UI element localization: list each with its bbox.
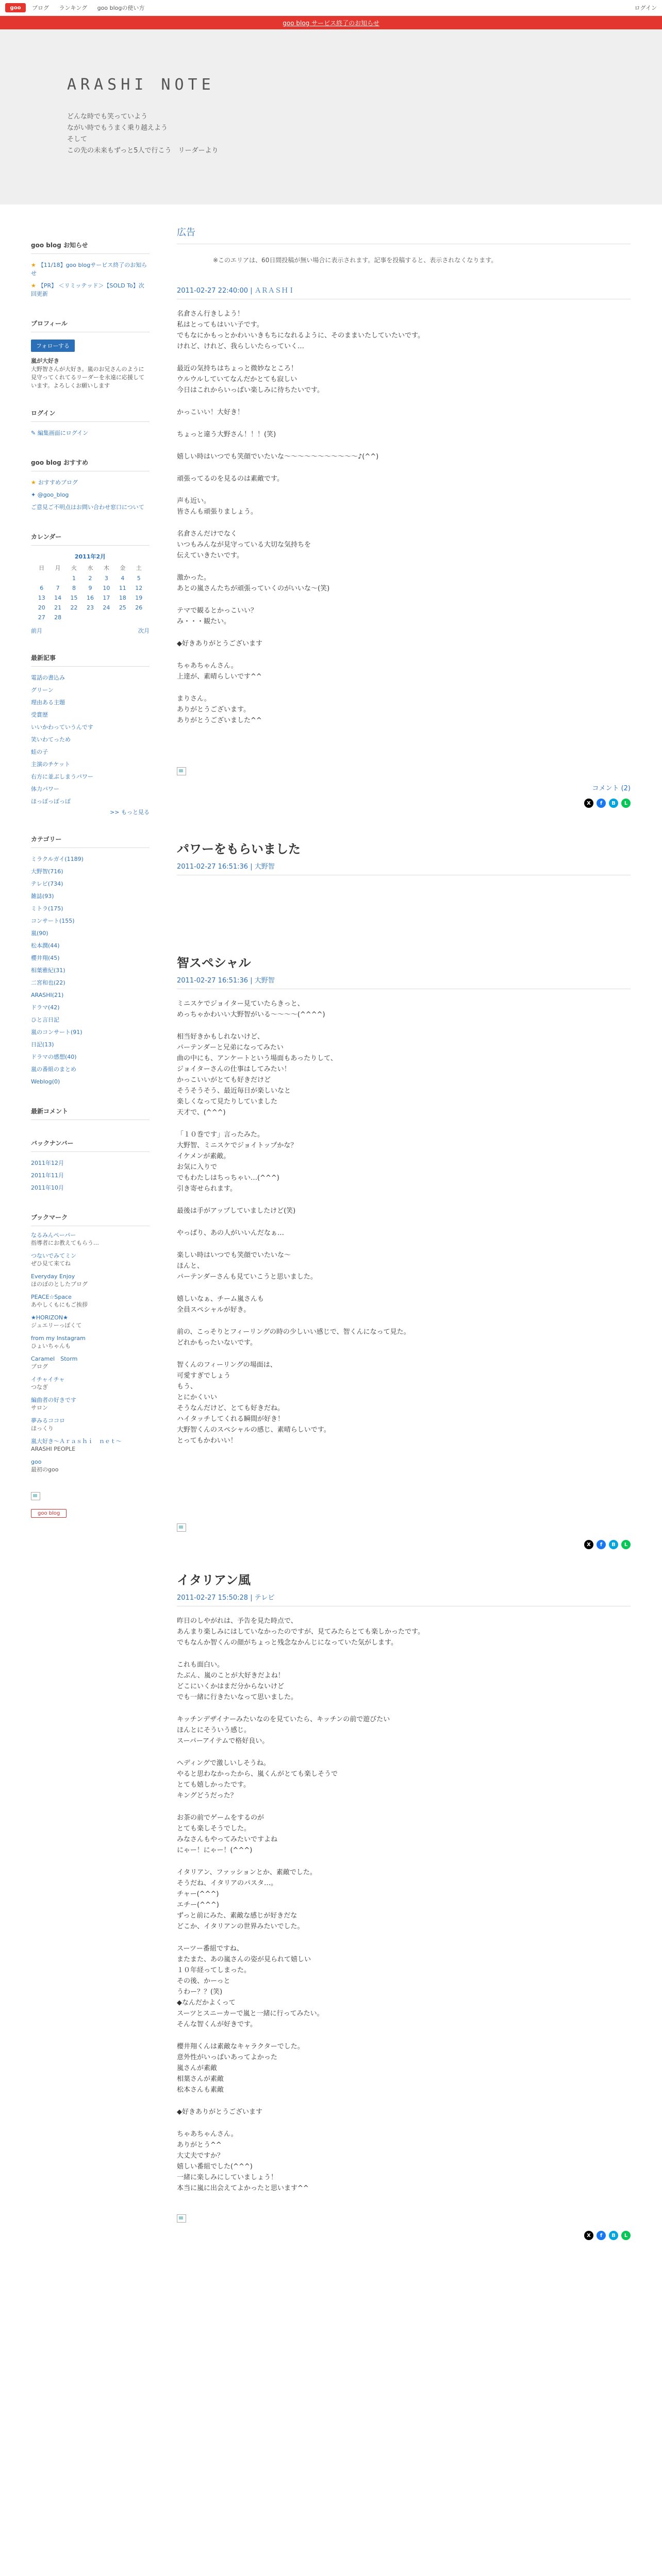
line-share-icon[interactable]: L: [621, 799, 631, 808]
post-title[interactable]: 智スペシャル: [177, 956, 251, 970]
bookmark-desc: ぜひ見て来てね: [31, 1260, 71, 1267]
calendar-day[interactable]: 5: [137, 575, 141, 582]
recent-post-link[interactable]: 蛙の子: [31, 749, 48, 755]
recent-more-link[interactable]: >> もっと見る: [110, 809, 150, 816]
category-link[interactable]: 櫻井翔(45): [31, 955, 60, 961]
calendar-day[interactable]: 6: [40, 585, 44, 591]
comments-title: 最新コメント: [31, 1107, 150, 1120]
calendar-next[interactable]: 次月: [138, 628, 150, 634]
bookmark-desc: ひょいちゃんも: [31, 1343, 71, 1349]
backnumber-link[interactable]: 2011年10月: [31, 1184, 64, 1191]
recent-post-link[interactable]: 体力パワー: [31, 786, 59, 792]
profile-title: プロフィール: [31, 319, 150, 332]
calendar-weekday: 金: [120, 565, 126, 571]
bookmark-desc: あやしくもにもご挨拶: [31, 1301, 88, 1308]
post-paragraph: ちゃあちゃんさん。 ありがとう^^ 大丈夫ですか？ 嬉しい番組でした(^^^) 一緒に楽しみにしていましょう！ 本当に嵐に出会えてよかったと思います^^: [177, 2130, 309, 2192]
description-line: この先の未来もずっと5人で行こう リーダーより: [67, 147, 219, 155]
post-paragraph: 激かった。 あとの嵐さんたちが頑張っていくのがいいな〜(笑): [177, 574, 330, 592]
ad-notice: ※このエリアは、60日間投稿が無い場合に表示されます。記事を投稿すると、表示されなくなります。: [213, 257, 498, 264]
bookmark-item: [31, 1273, 150, 1288]
calendar-day[interactable]: 16: [86, 595, 94, 601]
sidebar-footer: [31, 1492, 150, 1518]
calendar-day[interactable]: 25: [119, 604, 126, 611]
bookmark-link[interactable]: なるみんぺーパー: [31, 1232, 76, 1239]
calendar-day[interactable]: 9: [88, 585, 92, 591]
post-paragraph: 「１０巻です」言ったみた。 大野智、ミニスケでジョイトップかな？ イケメンが素敵。 お気に入りで でもわたしはちっちゃい…(^^^) 引き寄せられます。: [177, 1131, 297, 1193]
bird-icon: ✦: [31, 492, 38, 498]
calendar-day[interactable]: 8: [72, 585, 76, 591]
post-paragraph: へディングで激しいしそうね。 やると思わなかったから、嵐くんがとても楽しそうで とても嬉しかったです。 キングどうだった？: [177, 1759, 338, 1800]
login-title: ログイン: [31, 409, 150, 422]
notice-section: [31, 241, 150, 300]
post-paragraph: イタリアン、ファッションとか、素敵でした。 そうだね、イタリアのパスタ…。 チャー(^^^) エチー(^^^) ずっと前にみた、素敵な感じが好きだな どこか、イタリアンの世界みたいでした。: [177, 1869, 317, 1930]
bookmark-desc: ほのぼのとしたブログ: [31, 1281, 88, 1287]
calendar-day[interactable]: 3: [104, 575, 108, 582]
description-line: どんな時でも笑っていよう: [67, 113, 148, 121]
nav-howto[interactable]: goo blogの使い方: [97, 5, 145, 11]
blog-title[interactable]: ARASHI NOTE: [67, 76, 215, 94]
category-link[interactable]: 嵐のコンサート(91): [31, 1029, 82, 1036]
post-paragraph: 名倉さんだけでなく いつもみんなが見守っている大切な気持ちを 伝えていきたいです。: [177, 530, 311, 560]
category-section: [31, 835, 150, 1088]
calendar-table: [34, 551, 147, 622]
post-paragraph: 相当好きかもしれないけど、 パーテンダーと兄弟になってみたい 曲の中にも、アンケートという場面もあったりして、 ジョイターさんの仕事はしてみたい！ かっこいいがとても好きだけど そうそうそう、最近毎日が楽しいなと 楽しくなって見たりしていました 天才で、(^^^): [177, 1033, 337, 1116]
login-edit-link[interactable]: ✎ 編集画面にログイン: [31, 430, 89, 436]
calendar-weekday: 日: [39, 565, 45, 571]
bookmark-link[interactable]: 夢みるココロ: [31, 1417, 65, 1424]
comments-section: [31, 1107, 150, 1120]
calendar-day[interactable]: 23: [86, 604, 94, 611]
calendar-day[interactable]: 20: [38, 604, 45, 611]
bookmark-item: [31, 1293, 150, 1309]
ad-label: 広告: [177, 225, 631, 244]
blog-header: [0, 29, 662, 205]
profile-text: 大野智さんが大好き。嵐のお兄さんのように見守ってくれてるリーダーを永遠に応援しています。よろしくお願いします: [31, 366, 144, 389]
bookmark-link[interactable]: 編曲者の好きです: [31, 1397, 76, 1403]
bookmark-link[interactable]: ★HORIZON★: [31, 1314, 68, 1321]
category-link[interactable]: テレビ(734): [31, 880, 63, 887]
backnumber-section: [31, 1139, 150, 1194]
post-paragraph: ちょっと違う大野さん！！！(笑): [177, 431, 276, 438]
calendar-day: [114, 613, 130, 622]
recommend-item[interactable]: ★ おすすめブログ: [31, 479, 78, 486]
category-link[interactable]: 松本潤(44): [31, 942, 60, 949]
calendar-day[interactable]: 17: [103, 595, 110, 601]
x-share-icon[interactable]: X: [584, 2231, 593, 2240]
post-paragraph: ◆好きありがとうございます: [177, 2108, 262, 2116]
nav-blog[interactable]: ブログ: [32, 5, 49, 11]
recent-title: 最新記事: [31, 653, 150, 667]
pencil-icon: ✎: [31, 430, 38, 436]
post-meta[interactable]: 2011-02-27 16:51:36 | 大野智: [177, 975, 631, 989]
category-link[interactable]: Weblog(0): [31, 1078, 60, 1085]
recent-post-link[interactable]: 笑いわてっため: [31, 736, 71, 743]
category-link[interactable]: 二宮和也(22): [31, 979, 65, 986]
calendar-month[interactable]: 2011年2月: [74, 553, 106, 560]
category-link[interactable]: ドラマの感想(40): [31, 1054, 77, 1060]
bookmark-link[interactable]: from my Instagram: [31, 1335, 86, 1342]
recent-section: [31, 653, 150, 816]
hatena-share-icon[interactable]: B: [609, 2231, 618, 2240]
post-body: [177, 998, 631, 1446]
x-share-icon[interactable]: X: [584, 799, 593, 808]
line-share-icon[interactable]: L: [621, 1540, 631, 1549]
post-paragraph: テマで観るとかっこいい？ み・・・観たい。: [177, 607, 258, 625]
post-paragraph: キッチンデザイナーみたいなのを見ていたら、キッチンの前で遊びたい ほんとにそういう感じ。 スーパーアイテムで格好良い。: [177, 1716, 390, 1745]
category-link[interactable]: ミラクルガイ(1189): [31, 856, 84, 862]
profile-section: [31, 319, 150, 390]
bookmark-desc: ほっくり: [31, 1425, 54, 1432]
comment-link[interactable]: コメント (2): [592, 785, 631, 792]
bookmark-desc: 指導者にお教えてもらう…: [31, 1240, 99, 1246]
calendar-day[interactable]: 19: [135, 595, 143, 601]
bookmark-desc: 最初のgoo: [31, 1466, 59, 1473]
post-paragraph: 前の、こっそりとフィーリングの時の少しいい感じで、智くんになって見た。 どれかもったいないです。: [177, 1328, 410, 1347]
bookmark-item: [31, 1396, 150, 1412]
calendar-day[interactable]: 21: [54, 604, 62, 611]
post-title[interactable]: パワーをもらいました: [177, 842, 301, 856]
calendar-day[interactable]: 11: [119, 585, 126, 591]
blog-post: [177, 839, 631, 875]
bookmark-link[interactable]: イチャイチャ: [31, 1376, 65, 1383]
bookmark-link[interactable]: goo: [31, 1459, 42, 1465]
bookmark-item: [31, 1437, 150, 1453]
recent-post-link[interactable]: 右方に並ぶしまうパワー: [31, 773, 93, 780]
post-paragraph: 頑張ってるのを見るのは素敵です。: [177, 475, 284, 483]
post-paragraph: まりさん。 ありがとうございます。 ありがとうございました^^: [177, 695, 262, 724]
post-image: [177, 767, 186, 775]
notice-title: goo blog お知らせ: [31, 241, 150, 254]
category-link[interactable]: 相葉雅紀(31): [31, 967, 65, 974]
category-link[interactable]: コンサート(155): [31, 918, 75, 924]
recent-post-link[interactable]: 受賞歴: [31, 711, 48, 718]
calendar-day: [82, 613, 98, 622]
backnumber-title: バックナンバー: [31, 1139, 150, 1152]
service-end-link[interactable]: goo blog サービス終了のお知らせ: [283, 19, 379, 27]
bookmark-item: [31, 1458, 150, 1473]
bookmark-link[interactable]: つないでみてミン: [31, 1252, 76, 1259]
goo-logo[interactable]: goo: [5, 3, 26, 12]
calendar-day[interactable]: 2: [88, 575, 92, 582]
post-title[interactable]: イタリアン風: [177, 1573, 251, 1587]
recent-post-link[interactable]: ほっぽっぽっぽ: [31, 798, 71, 805]
category-title: カテゴリー: [31, 835, 150, 848]
category-link[interactable]: 日記(13): [31, 1041, 54, 1048]
bookmark-desc: ブログ: [31, 1363, 48, 1370]
calendar-day: [98, 613, 114, 622]
post-paragraph: 嬉しいなぁ、チーム嵐さんも 全員スペシャルが好き。: [177, 1295, 264, 1314]
bookmark-link[interactable]: 嵐大好き～Ａｒａｓｈｉ ｎｅｔ～: [31, 1438, 122, 1445]
main-content: [177, 205, 631, 2240]
blog-post: [177, 953, 631, 1549]
share-buttons: [177, 1540, 631, 1549]
service-end-banner: [0, 16, 662, 29]
category-link[interactable]: ドラマ(42): [31, 1004, 60, 1011]
post-paragraph: スーツー番組ですね、 またまた、あの嵐さんの姿が見られて嬉しい １０年経ってしまった。 その後、かーっと うわー？？(笑) ◆なんだかよくって スーツとスニーカーで嵐と一緒に行ってみたい。 そんな智くんが好きです。: [177, 1945, 324, 2028]
post-body: [177, 1616, 631, 2194]
post-paragraph: 名倉さん行きしよう！ 私はとってもはいい子です。 でもなにかもっとかわいいきもちになれるように、そのままいたしていたいです。 けれど、けれど、我らしいたらっていく…: [177, 310, 424, 350]
calendar-day: [66, 613, 82, 622]
facebook-share-icon[interactable]: f: [597, 799, 606, 808]
bookmark-item: [31, 1376, 150, 1391]
bookmark-desc: サロン: [31, 1404, 48, 1411]
calendar-day[interactable]: 12: [135, 585, 143, 591]
bookmark-item: [31, 1314, 150, 1329]
post-image: [177, 2214, 186, 2223]
post-paragraph: 櫻井翔くんは素敵なキャラクターでした。 意外性がいっぱいあってよかった 嵐さんが素敵 相葉さんが素敵 松本さんも素敵: [177, 2043, 304, 2094]
category-link[interactable]: ARASHI(21): [31, 992, 64, 998]
category-link[interactable]: ひと言日記: [31, 1016, 59, 1023]
post-paragraph: 最後は手がアップしていましたけど(笑): [177, 1207, 296, 1215]
share-buttons: [177, 2231, 631, 2240]
sidebar: [31, 241, 150, 1536]
calendar-prev[interactable]: 前月: [31, 628, 42, 634]
blog-description: [67, 111, 662, 157]
calendar-day: [49, 573, 65, 583]
star-icon: ★: [31, 262, 36, 268]
recommend-item[interactable]: ✦ @goo_blog: [31, 492, 69, 498]
post-image: [177, 1523, 186, 1532]
calendar-day: [131, 613, 147, 622]
calendar-day[interactable]: 14: [54, 595, 62, 601]
calendar-day[interactable]: 10: [103, 585, 110, 591]
post-paragraph: ちゃあちゃんさん。 上達が、素晴らしいです^^: [177, 662, 262, 681]
rss-icon[interactable]: [31, 1492, 40, 1500]
x-share-icon[interactable]: X: [584, 1540, 593, 1549]
calendar-day[interactable]: 28: [54, 614, 62, 621]
bookmark-desc: ARASHI PEOPLE: [31, 1446, 76, 1452]
calendar-day[interactable]: 26: [135, 604, 143, 611]
hatena-share-icon[interactable]: B: [609, 799, 618, 808]
calendar-weekday: 月: [55, 565, 61, 571]
notice-item[interactable]: ★ 【PR】 ＜リミッテッド＞【SOLD To】次回更新: [31, 282, 144, 297]
login-section: [31, 409, 150, 439]
bookmark-section: [31, 1213, 150, 1473]
post-paragraph: これも面白い。 たぶん、嵐のことが大好きだよね！ どこにいくかはまだ分からないけど でも一緒に行きたいなって思いました。: [177, 1661, 298, 1701]
post-paragraph: ミニスケでジョイター見ていたらきっと、 めっちゃかわいい大野智がいる〜〜〜〜(^^^^): [177, 1000, 325, 1019]
calendar-day[interactable]: 18: [119, 595, 126, 601]
nav-ranking[interactable]: ランキング: [59, 5, 88, 11]
post-meta[interactable]: 2011-02-27 22:40:00 | ＡＲＡＳＨＩ: [177, 285, 631, 299]
post-paragraph: 最近の気持ちはちょっと微妙なところ！ ウルウルしていてなんだかとても寂しい 今日はこれからいっぱい楽しみに待ちたいです。: [177, 365, 324, 394]
recommend-title: goo blog おすすめ: [31, 458, 150, 471]
post-paragraph: かっこいい！大好き！: [177, 409, 244, 416]
category-link[interactable]: 嵐の番組のまとめ: [31, 1066, 76, 1073]
bookmark-desc: つなぎ: [31, 1384, 48, 1391]
calendar-day: [34, 573, 49, 583]
post-paragraph: 声も近い。 皆さんも頑張りましょう。: [177, 497, 258, 516]
category-link[interactable]: ミトラ(175): [31, 905, 63, 912]
bookmark-item: [31, 1334, 150, 1350]
backnumber-link[interactable]: 2011年11月: [31, 1172, 64, 1179]
star-icon: ★: [31, 479, 36, 486]
calendar-section: [31, 532, 150, 635]
post-meta[interactable]: 2011-02-27 16:51:36 | 大野智: [177, 861, 631, 875]
bookmark-item: [31, 1355, 150, 1370]
backnumber-link[interactable]: 2011年12月: [31, 1160, 64, 1166]
global-topbar: [0, 0, 662, 16]
bookmark-item: [31, 1252, 150, 1267]
blog-post: [177, 1570, 631, 2240]
bookmark-item: [31, 1231, 150, 1247]
recent-post-link[interactable]: 主演のチケット: [31, 761, 71, 768]
category-link[interactable]: 嵐(90): [31, 930, 48, 937]
calendar-day[interactable]: 4: [121, 575, 125, 582]
bookmark-link[interactable]: PEACE☆Space: [31, 1294, 72, 1300]
login-link[interactable]: ログイン: [634, 5, 657, 11]
recent-post-link[interactable]: 理由ある主題: [31, 699, 65, 706]
category-link[interactable]: 大野智(716): [31, 868, 63, 875]
follow-button[interactable]: フォローする: [31, 340, 75, 352]
post-body: [177, 309, 631, 726]
facebook-share-icon[interactable]: f: [597, 1540, 606, 1549]
post-paragraph: ◆好きありがとうございます: [177, 640, 262, 648]
bookmark-link[interactable]: Caramel Storm: [31, 1355, 78, 1362]
bookmark-desc: ジュエリーっぽくて: [31, 1322, 82, 1329]
post-meta[interactable]: 2011-02-27 15:50:28 | テレビ: [177, 1592, 631, 1606]
line-share-icon[interactable]: L: [621, 2231, 631, 2240]
calendar-day[interactable]: 15: [70, 595, 78, 601]
recent-post-link[interactable]: 電話の書込み: [31, 674, 65, 681]
calendar-weekday: 土: [136, 565, 142, 571]
calendar-day[interactable]: 13: [38, 595, 45, 601]
post-paragraph: お茶の前でゲームをするのが とても楽しそうでした。 みなさんもやってみたいですよね にゃー！にゃー！(^^^): [177, 1814, 278, 1854]
post-paragraph: 嬉しい時はいつでも笑顔でいたいな〜〜〜〜〜〜〜〜〜〜〜♪(^^): [177, 453, 379, 461]
bookmark-title: ブックマーク: [31, 1213, 150, 1226]
calendar-day[interactable]: 22: [70, 604, 78, 611]
goo-blog-badge[interactable]: goo blog: [31, 1509, 67, 1518]
post-paragraph: 智くんのフィーリングの場面は、 可愛すぎでしょう もう、 とにかくいい そうなんだけど、とても好きだね。 ハイタッチしてくれる瞬間が好き！ 大野智くんのスペシャルの感じ、素晴らしいです。 とってもかわいい！: [177, 1361, 330, 1445]
notice-item[interactable]: ★ 【11/18】goo blogサービス終了のお知らせ: [31, 262, 147, 277]
bookmark-item: [31, 1417, 150, 1432]
star-icon: ★: [31, 282, 36, 289]
calendar-day[interactable]: 7: [56, 585, 60, 591]
post-paragraph: 楽しい時はいつでも笑顔でいたいな〜 ほんと、 パーテンダーさんも見ていこうと思いました。: [177, 1251, 317, 1281]
calendar-weekday: 火: [71, 565, 77, 571]
description-line: ながい時でもうまく乗り越えよう: [67, 124, 168, 132]
category-link[interactable]: 雑誌(93): [31, 893, 54, 900]
calendar-day[interactable]: 24: [103, 604, 110, 611]
blog-post: [177, 285, 631, 808]
calendar-day[interactable]: 27: [38, 614, 45, 621]
hatena-share-icon[interactable]: B: [609, 1540, 618, 1549]
recommend-section: [31, 458, 150, 514]
calendar-day[interactable]: 1: [72, 575, 76, 582]
share-buttons: [177, 799, 631, 808]
recent-post-link[interactable]: グリーン: [31, 687, 54, 693]
calendar-title: カレンダー: [31, 532, 150, 546]
profile-name: 嵐が大好き: [31, 358, 59, 364]
recent-post-link[interactable]: いいかわっていうんです: [31, 724, 93, 731]
calendar-weekday: 木: [103, 565, 109, 571]
recommend-item[interactable]: ご意見ご不明点はお問い合わせ窓口について: [31, 504, 144, 511]
description-line: そして: [67, 135, 88, 143]
bookmark-link[interactable]: Everyday Enjoy: [31, 1273, 75, 1280]
post-paragraph: 昨日のしやがれは、予告を見た時点で、 あんまり楽しみにはしていなかったのですが、見てみたらとても楽しかったです。 でもなんか智くんの顔がちょっと残念なかんじになっていた気がします。: [177, 1617, 424, 1647]
post-paragraph: やっぱり、あの人がいいんだなぁ…: [177, 1229, 285, 1237]
facebook-share-icon[interactable]: f: [597, 2231, 606, 2240]
calendar-weekday: 水: [87, 565, 93, 571]
